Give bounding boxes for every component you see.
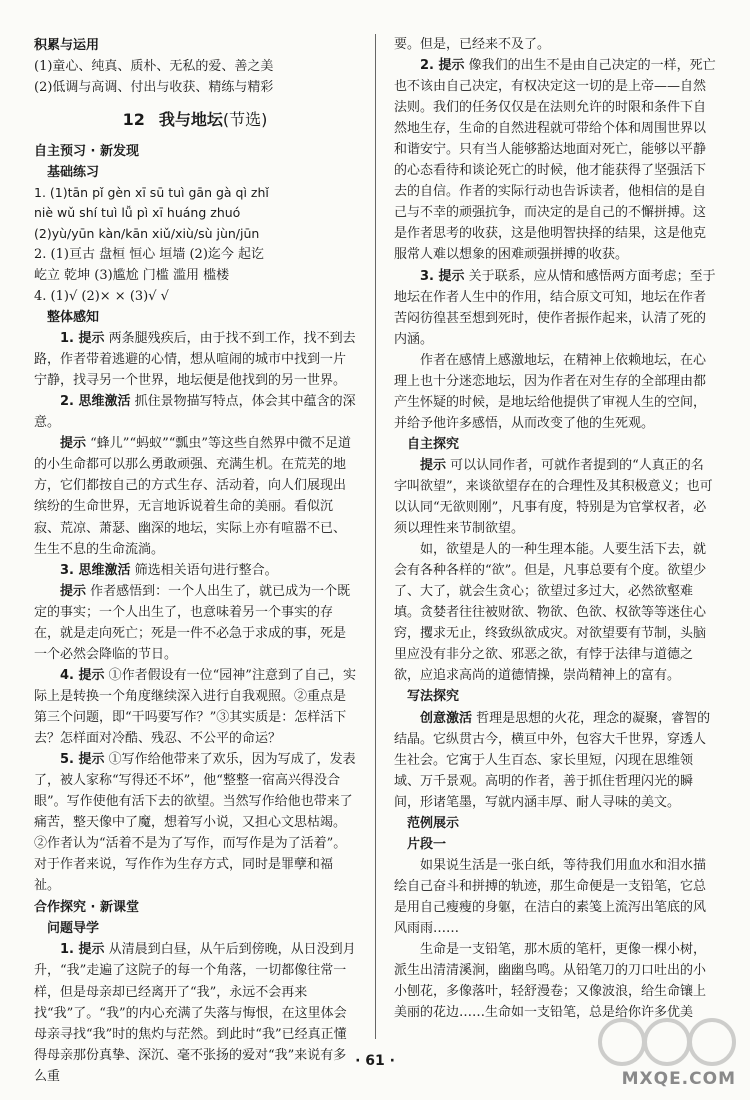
example-paragraph: 如果说生活是一张白纸，等待我们用血水和泪水描绘自己奋斗和拼搏的轨迹，那生命便是一支铅笔，它总是用自己瘦瘦的身躯，在洁白的素笺上流泻出笔底的风风雨雨…… <box>394 857 707 936</box>
answer-text: 像我们的出生不是由自己决定的一样，死亡也不该由自己决定，有权决定这一切的是上帝——自然法则。我们的任务仅仅是在法则允许的时限和条件下自然地生存，生命的自然进程就可带给个体和周围世界以和谐安宁。只有当人能够豁达地面对死亡，能够以平静的心态看待和谈论死亡的时候，他才能获得了坚强活下去的自信。作者的实际行动也告诉读者，他相信的是自己与不幸的顽强抗争，而决定的是自己的不懈拼搏。这是作者思考的收获，这是他明智抉择的结果，这是他克服常人难以想象的困难顽强拼搏的收获。 <box>394 58 716 263</box>
section-title-cooperation: 合作探究 · 新课堂 <box>34 900 139 916</box>
answer-head: 4. 提示 <box>60 667 105 683</box>
answer-paragraph <box>394 708 716 813</box>
subsection-title-self-inquiry: 自主探究 <box>407 436 460 452</box>
answer-paragraph <box>34 560 356 581</box>
answer-paragraph <box>394 266 716 350</box>
answer-paragraph <box>34 391 356 433</box>
answer-text: 抓住景物描写特点，体会其中蕴含的深意。 <box>34 394 356 431</box>
answer-paragraph <box>34 749 356 896</box>
answer-text: 可以认同作者，可就作者提到的“人真正的名字叫欲望”，来谈欲望存在的合理性及其积极意义；也可以认同“无欲则刚”，凡事有度，特别是为官掌权者，必须以理性来节制欲望。 <box>394 457 713 537</box>
subsection-title-overall: 整体感知 <box>47 310 100 326</box>
answer-head: 1. 提示 <box>60 942 105 958</box>
left-column <box>34 34 356 1087</box>
answer-paragraph <box>34 665 356 749</box>
answer-head: 3. 思维激活 <box>60 562 131 578</box>
answer-line: (2)yù/yūn kàn/kān xiǔ/xiù/sù jùn/jūn <box>34 225 260 241</box>
answer-line: 要。但是，已经来不及了。 <box>394 37 551 52</box>
answer-text: 哲理是思想的火花，理念的凝聚，睿智的结晶。它纵贯古今，横亘中外，包容大千世界，穿透人生社会。它寓于人生百态、家长里短，闪现在思维领域、万千景观。高明的作者，善于抓住哲理闪光的瞬间，形诸笔墨，写就内涵丰厚、耐人寻味的美文。 <box>394 710 711 810</box>
answer-text: ①写作给他带来了欢乐，因为写成了，发表了，被人家称“写得还不坏”，他“整整一宿高兴得没合眼”。写作使他有活下去的欲望。当然写作给他也带来了痛苦，整天像中了魔，想着写小说，又担心文思枯竭。②作者认为“活着不是为了写作，而写作是为了活着”。对于作者来说，写作作为生存方式，同时是罪孽和福祉。 <box>34 752 356 894</box>
section-title-accumulation: 积累与运用 <box>34 38 100 53</box>
answer-head: 1. 提示 <box>60 331 105 347</box>
answer-head: 2. 提示 <box>420 58 465 74</box>
section-title-preview: 自主预习 · 新发现 <box>34 144 139 160</box>
answer-text: ①作者假设有一位“园神”注意到了自己，实际上是转换一个角度继续深入进行自我观照。②重点是第三个问题，即“干吗要写作？”③其实质是：怎样活下去？怎样面对冷酷、残忍、不公平的命运？ <box>34 667 356 746</box>
subsection-title-examples: 范例展示 <box>407 815 460 831</box>
answer-head: 创意激活 <box>420 710 473 726</box>
column-divider <box>375 34 376 1039</box>
answer-head: 提示 <box>60 436 87 452</box>
lesson-note: (节选) <box>222 110 268 130</box>
answer-paragraph <box>394 455 716 539</box>
right-column <box>394 34 716 1023</box>
answer-line: 屹立 乾坤 (3)尴尬 门槛 滥用 槛楼 <box>34 267 230 283</box>
subsection-title-basic: 基础练习 <box>47 165 100 181</box>
answer-head: 2. 思维激活 <box>60 394 131 410</box>
answer-head: 提示 <box>420 457 447 473</box>
answer-line: 2. (1)亘古 盘桓 恒心 垣墙 (2)迄今 起讫 <box>34 246 265 262</box>
answer-text: 作者感悟到：一个人出生了，就已成为一个既定的事实；一个人出生了，也意味着另一个事实的存在，就是走向死亡；死是一件不必急于求成的事，死是一个必然会降临的节日。 <box>34 583 351 662</box>
answer-line: 1. (1)tān pǐ gèn xī sū tuì gān gà qì zhǐ <box>34 185 269 201</box>
answer-text: 关于联系，应从情和感悟两方面考虑；至于地坛在作者人生中的作用，结合原文可知，地坛在作者苦闷彷徨甚至想到死时，使作者振作起来，认清了死的内涵。 <box>394 268 716 347</box>
answer-line: (2)低调与高调、付出与收获、精练与精彩 <box>34 80 274 96</box>
subsection-title-writing: 写法探究 <box>407 689 460 705</box>
answer-head: 提示 <box>60 583 87 599</box>
answer-line: 4. (1)√ (2)× × (3)√ √ <box>34 288 169 304</box>
subsection-title-guide: 问题导学 <box>47 921 100 937</box>
answer-text: 筛选相关语句进行整合。 <box>130 562 278 578</box>
answer-head: 5. 提示 <box>60 752 105 768</box>
answer-line: niè wǔ shí tuì lǚ pì xī huáng zhuó <box>34 205 241 221</box>
answer-paragraph <box>34 581 356 665</box>
lesson-name: 我与地坛 <box>158 110 223 130</box>
lesson-title <box>34 107 356 133</box>
answer-paragraph: 作者在感情上感激地坛，在精神上依赖地坛，在心理上也十分迷恋地坛，因为作者在对生存的全部理由都产生怀疑的时候，是地坛给他提供了审视人生的空间，并给予他许多感悟，从而改变了他的生死观。 <box>394 352 707 431</box>
answer-line: (1)童心、纯真、质朴、无私的爱、善之美 <box>34 59 274 75</box>
example-paragraph: 生命是一支铅笔，那木质的笔杆，更像一棵小树，派生出清清溪涧，幽幽鸟鸣。从铅笔刀的刀口吐出的小小刨花，多像落叶，轻舒漫卷；又像波浪，给生命镶上美丽的花边……生命如一支铅笔，总是给你许多优美 <box>394 942 707 1021</box>
answer-paragraph <box>34 328 356 391</box>
answer-head: 3. 提示 <box>420 268 465 284</box>
answer-text: 从清晨到白昼，从午后到傍晚，从日没到月升，“我”走遍了这院子的每一个角落，一切都像往常一样，但是母亲却已经离开了“我”，永远不会再来找“我”了。“我”的内心充满了失落与悔恨，在这里体会母亲寻找“我”时的焦灼与茫然。到此时“我”已经真正懂得母亲那份真挚、深沉、毫不张扬的爱对“我”来说有多么重 <box>34 942 356 1084</box>
answer-text: 两条腿残疾后，由于找不到工作，找不到去路，作者带着逃避的心情，想从喧闹的城市中找到一片宁静，找寻另一个世界，地坛便是他找到的另一世界。 <box>34 331 356 389</box>
page-number: · 61 · <box>355 1053 395 1069</box>
answer-paragraph: 如，欲望是人的一种生理本能。人要生活下去，就会有各种各样的“欲”。但是，凡事总要有个度。欲望少了、大了，就会生贪心；欲望过多过大，必然欲壑难填。贪婪者往往被财欲、物欲、色欲、权欲等等迷住心窍，攫求无止，终致纵欲成灾。对欲望要有节制，头脑里应没有非分之欲、邪恶之欲，有悖于法律与道德之欲，应追求高尚的道德情操，崇尚精神上的富有。 <box>394 542 707 684</box>
segment-title: 片段一 <box>407 836 447 852</box>
answer-paragraph <box>34 433 356 559</box>
watermark-text: MXQE.COM <box>621 1069 736 1090</box>
answer-paragraph <box>394 55 716 265</box>
lesson-number: 12 <box>122 110 145 130</box>
answer-text: “蜂儿”“蚂蚁”“瓢虫”等这些自然界中微不足道的小生命都可以那么勇敢顽强、充满生机。在荒芜的地方，它们都按自己的方式生存、活动着，向人们展现出缤纷的生命世界，无言地诉说着生命的美丽。看似沉寂、荒凉、萧瑟、幽深的地坛，实际上亦有喧嚣不已、生生不息的生命流淌。 <box>34 436 352 557</box>
